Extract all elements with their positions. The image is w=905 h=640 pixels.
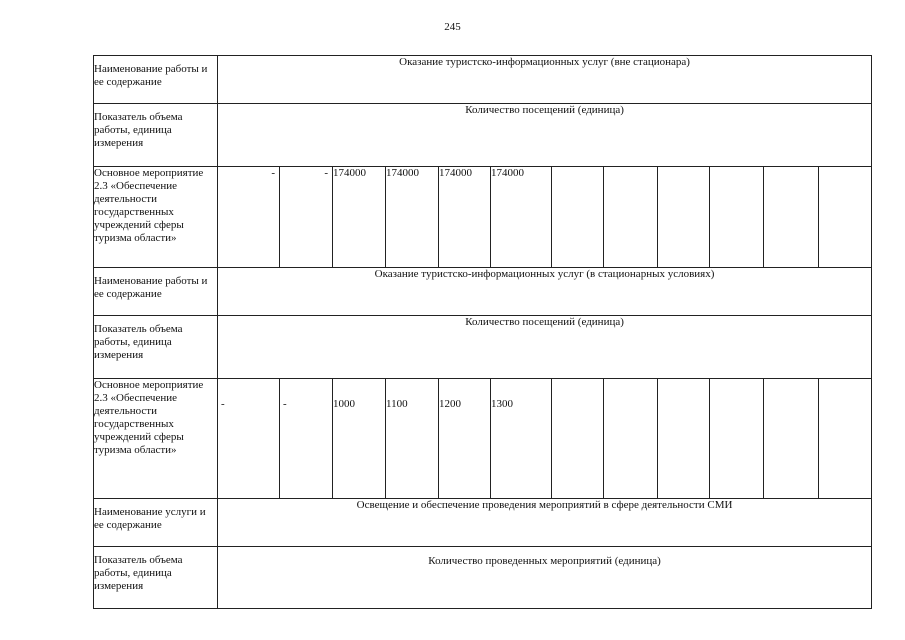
value-cell: - [218,379,280,499]
value-cell: 174000 [491,167,552,268]
table-row [94,167,872,268]
table-row [94,268,872,316]
table-row [94,499,872,547]
value-cell: - [280,167,333,268]
table-row [94,379,872,499]
table-row [94,316,872,379]
value-cell: - [218,167,280,268]
budget-table [93,55,872,609]
service-name-value: Освещение и обеспечение проведения мероприятий в сфере деятельности СМИ [218,499,872,547]
value-cell [604,379,658,499]
table-row [94,547,872,609]
indicator-value: Количество проведенных мероприятий (единица) [218,547,872,609]
value-cell [604,167,658,268]
event-label: Основное мероприятие 2.3 «Обеспечение деятельности государственных учреждений сферы туризма области» [94,379,218,499]
value-cell: 1000 [333,379,386,499]
value-cell [658,167,710,268]
value-cell: 174000 [439,167,491,268]
value-cell: 174000 [386,167,439,268]
value-cell [819,379,872,499]
work-name-label: Наименование работы и ее содержание [94,268,218,316]
indicator-label: Показатель объема работы, единица измерения [94,104,218,167]
value-cell: 1200 [439,379,491,499]
value-cell [552,379,604,499]
value-cell [552,167,604,268]
value-cell [710,379,764,499]
indicator-value: Количество посещений (единица) [218,316,872,379]
table-row [94,56,872,104]
work-name-value: Оказание туристско-информационных услуг (вне стационара) [218,56,872,104]
page-number: 245 [444,21,461,33]
indicator-value: Количество посещений (единица) [218,104,872,167]
value-cell [764,379,819,499]
value-cell [819,167,872,268]
indicator-label: Показатель объема работы, единица измерения [94,316,218,379]
value-cell: 1300 [491,379,552,499]
indicator-label: Показатель объема работы, единица измерения [94,547,218,609]
value-cell: 1100 [386,379,439,499]
work-name-value: Оказание туристско-информационных услуг (в стационарных условиях) [218,268,872,316]
value-cell [710,167,764,268]
value-cell [658,379,710,499]
value-cell: - [280,379,333,499]
table-row [94,104,872,167]
work-name-label: Наименование работы и ее содержание [94,56,218,104]
service-name-label: Наименование услуги и ее содержание [94,499,218,547]
value-cell [764,167,819,268]
event-label: Основное мероприятие 2.3 «Обеспечение деятельности государственных учреждений сферы туризма области» [94,167,218,268]
value-cell: 174000 [333,167,386,268]
